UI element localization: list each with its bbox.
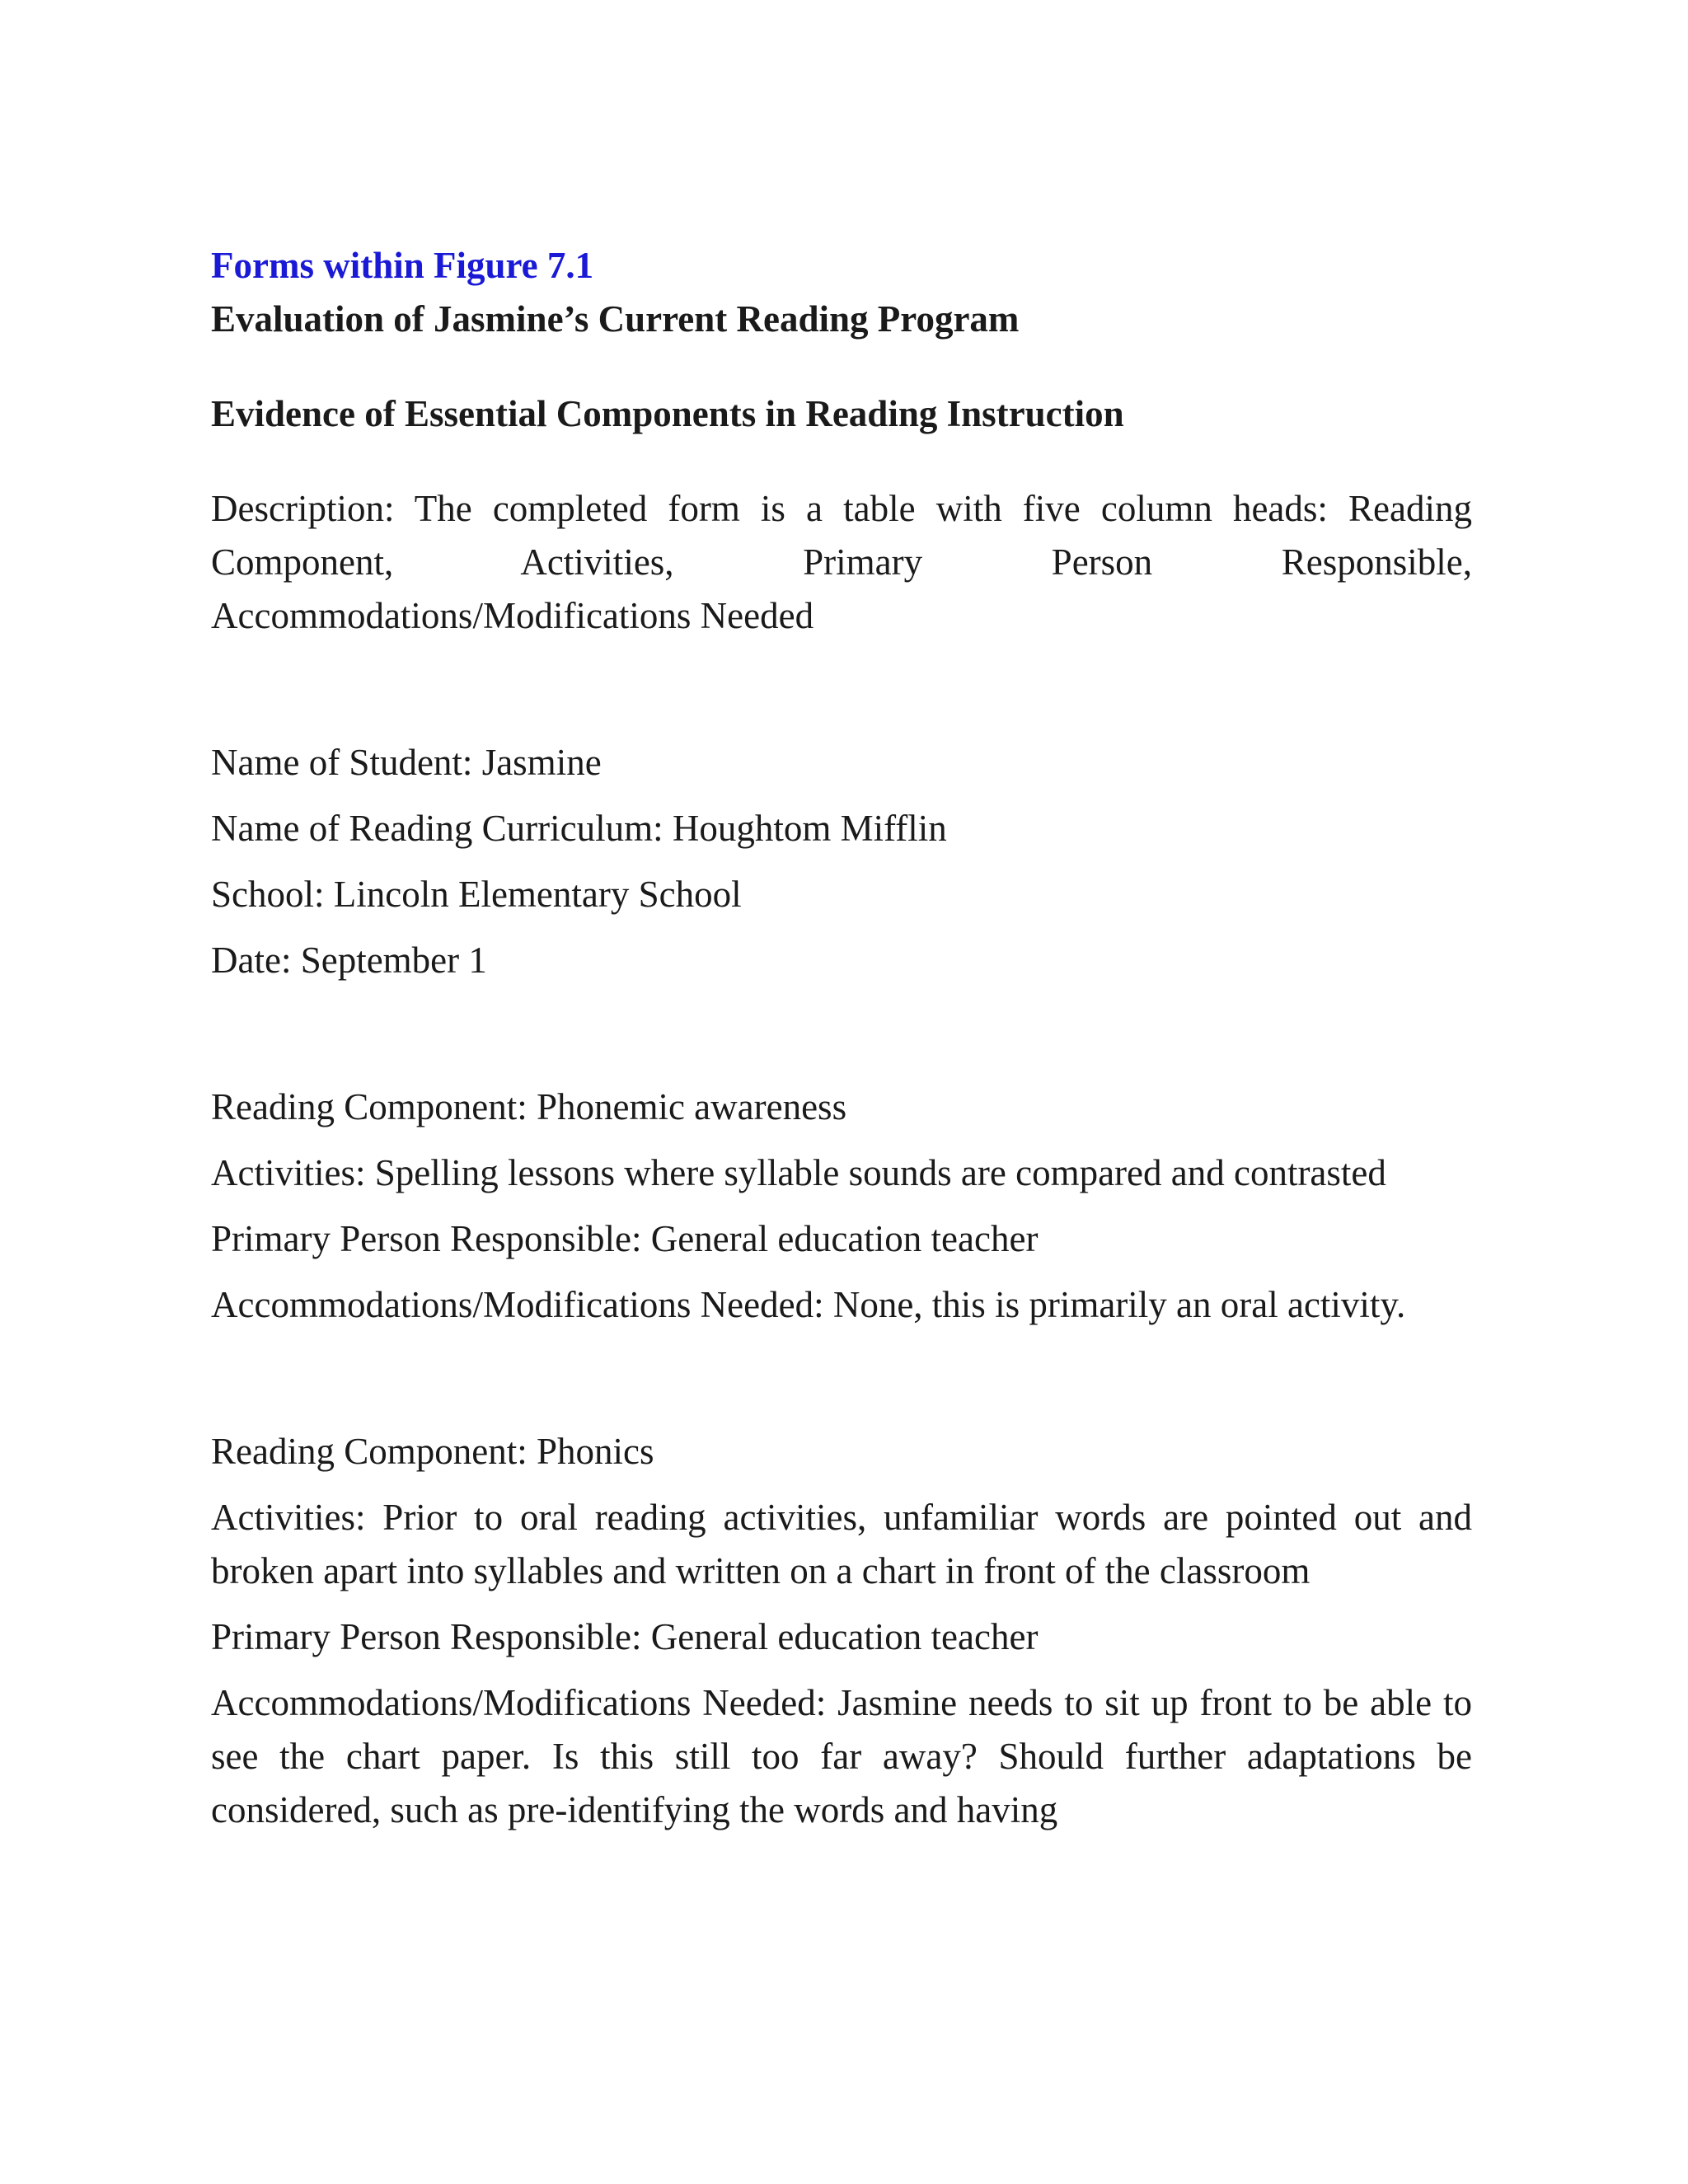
student-name: Name of Student: Jasmine	[211, 742, 602, 783]
figure-link[interactable]: Forms within Figure 7.1	[211, 245, 594, 286]
reading-component: Reading Component: Phonics	[211, 1431, 654, 1472]
document-page	[211, 239, 1472, 1849]
school-name: School: Lincoln Elementary School	[211, 874, 742, 915]
form-description: Description: The completed form is a table with five column heads: Reading Component, Activities, Primary Person Responsible, Accommodations/Modifications Needed	[211, 488, 1472, 636]
activities: Activities: Prior to oral reading activities, unfamiliar words are pointed out and broken apart into syllables and written on a chart in front of the classroom	[211, 1497, 1472, 1591]
accommodations: Accommodations/Modifications Needed: Jasmine needs to sit up front to be able to see the chart paper. Is this still too far away? Should further adaptations be considered, such as pre-identifying the words and having	[211, 1682, 1472, 1830]
reading-component: Reading Component: Phonemic awareness	[211, 1086, 847, 1127]
primary-person: Primary Person Responsible: General education teacher	[211, 1218, 1039, 1259]
reading-component-entry	[211, 1080, 1472, 1332]
reading-component-entry	[211, 1425, 1472, 1837]
reading-curriculum: Name of Reading Curriculum: Houghtom Mifflin	[211, 808, 947, 849]
section-heading: Evidence of Essential Components in Reading Instruction	[211, 393, 1124, 434]
primary-person: Primary Person Responsible: General education teacher	[211, 1616, 1039, 1657]
activities: Activities: Spelling lessons where syllable sounds are compared and contrasted	[211, 1152, 1386, 1193]
student-info	[211, 736, 1472, 987]
form-date: Date: September 1	[211, 940, 487, 981]
accommodations: Accommodations/Modifications Needed: None, this is primarily an oral activity.	[211, 1284, 1406, 1325]
document-title: Evaluation of Jasmine’s Current Reading Program	[211, 298, 1020, 340]
